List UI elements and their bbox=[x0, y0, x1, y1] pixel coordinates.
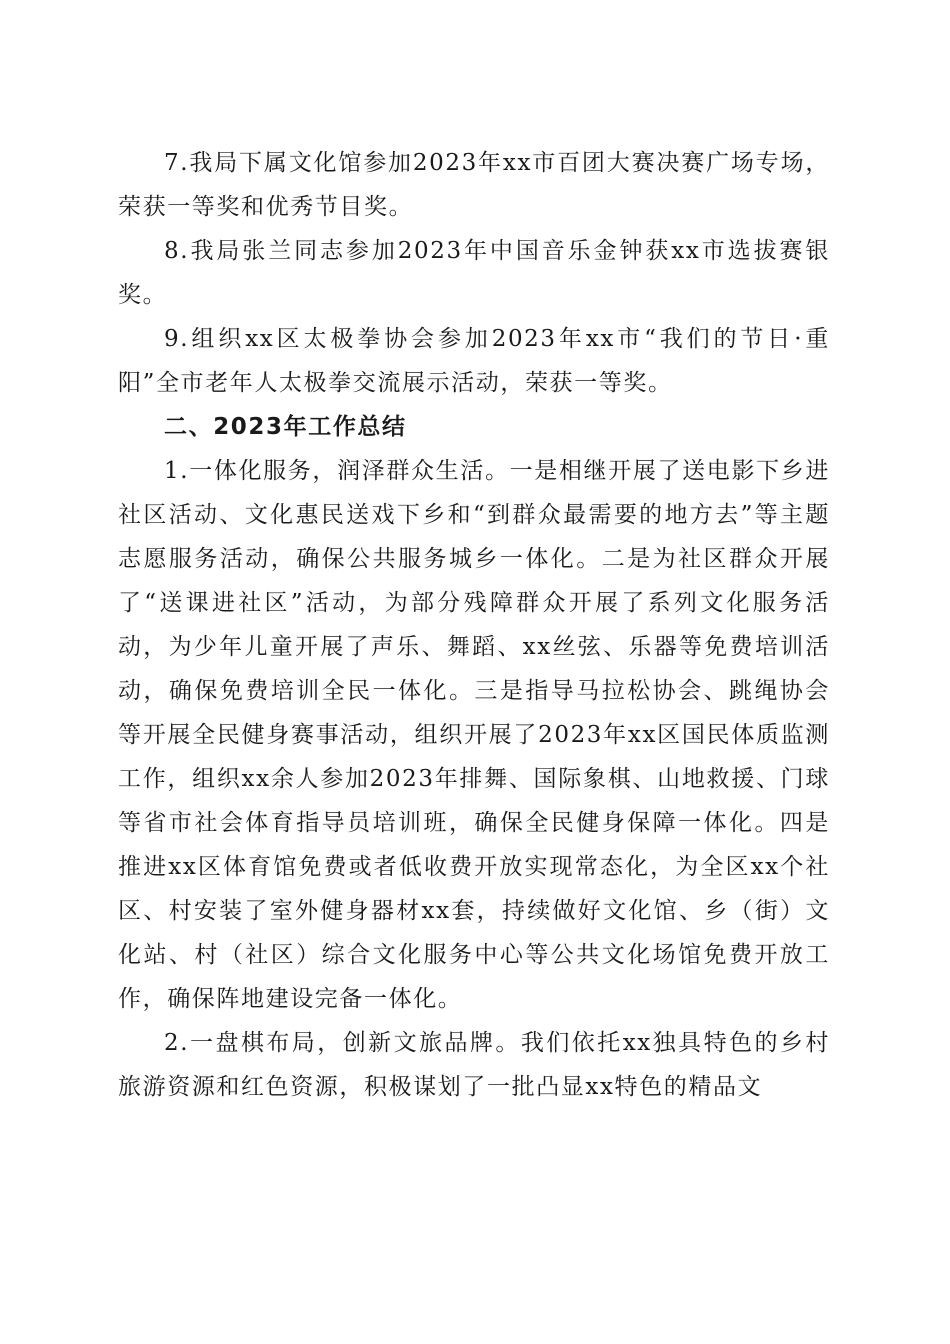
paragraph-summary-1: 1.一体化服务，润泽群众生活。一是相继开展了送电影下乡进社区活动、文化惠民送戏下乡和“到群众最需要的地方去”等主题志愿服务活动，确保公共服务城乡一体化。二是为社区群众开展了“送课进社区”活动，为部分残障群众开展了系列文化服务活动，为少年儿童开展了声乐、舞蹈、xx丝弦、乐器等免费培训活动，确保免费培训全民一体化。三是指导马拉松协会、跳绳协会等开展全民健身赛事活动，组织开展了2023年xx区国民体质监测工作，组织xx余人参加2023年排舞、国际象棋、山地救援、门球等省市社会体育指导员培训班，确保全民健身保障一体化。四是推进xx区体育馆免费或者低收费开放实现常态化，为全区xx个社区、村安装了室外健身器材xx套，持续做好文化馆、乡（街）文化站、村（社区）综合文化服务中心等公共文化场馆免费开放工作，确保阵地建设完备一体化。 bbox=[118, 458, 830, 1012]
paragraph-award-9: 9.组织xx区太极拳协会参加2023年xx市“我们的节日·重阳”全市老年人太极拳交流展示活动，荣获一等奖。 bbox=[118, 326, 830, 396]
paragraph-award-7: 7.我局下属文化馆参加2023年xx市百团大赛决赛广场专场，荣获一等奖和优秀节目奖。 bbox=[118, 150, 830, 220]
section-heading: 二、2023年工作总结 bbox=[164, 414, 407, 440]
document-body bbox=[118, 141, 830, 1109]
paragraph-award-8: 8.我局张兰同志参加2023年中国音乐金钟获xx市选拔赛银奖。 bbox=[118, 238, 830, 308]
paragraph-summary-2: 2.一盘棋布局，创新文旅品牌。我们依托xx独具特色的乡村旅游资源和红色资源，积极谋划了一批凸显xx特色的精品文 bbox=[118, 1030, 830, 1100]
